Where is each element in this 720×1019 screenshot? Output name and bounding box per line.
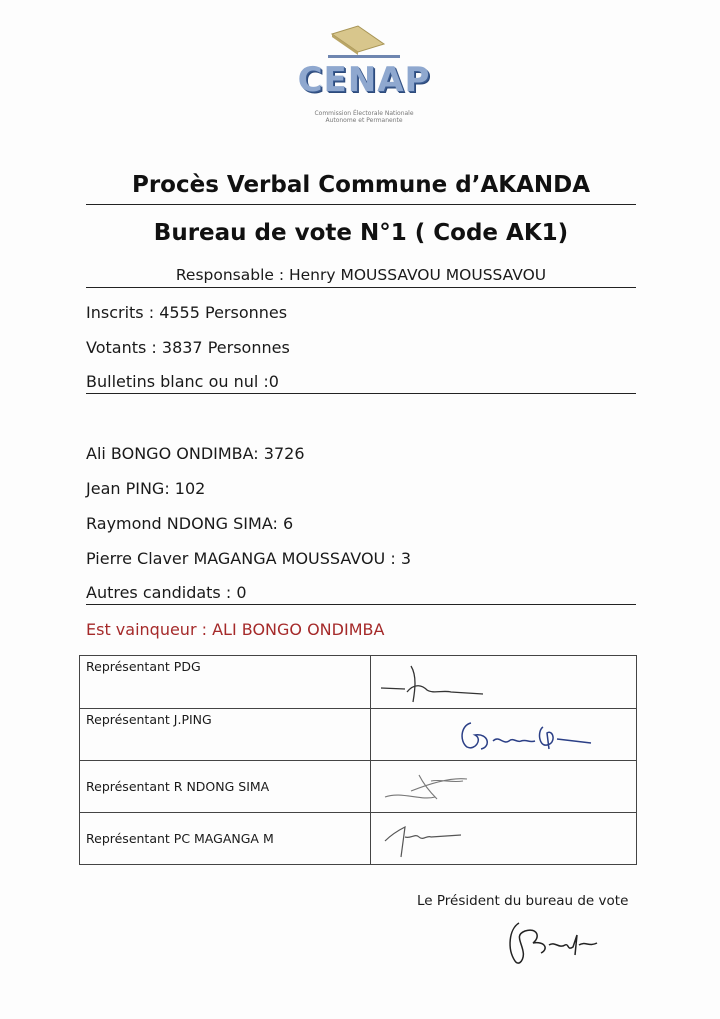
- table-row: [80, 656, 637, 709]
- stats-underline: [86, 393, 636, 394]
- table-row: [80, 709, 637, 761]
- inscrits-line: Inscrits : 4555 Personnes: [86, 303, 288, 322]
- signature-ndong-sima: [371, 761, 649, 813]
- result-ndong-sima: Raymond NDONG SIMA: 6: [86, 514, 294, 533]
- signature-maganga: [371, 813, 649, 865]
- logo-subtitle-line2: Autonome et Permanente: [325, 117, 403, 124]
- bulletins-line: Bulletins blanc ou nul :0: [86, 372, 279, 391]
- polling-station-title: Bureau de vote N°1 ( Code AK1): [153, 220, 569, 246]
- rep-signature-ping: [371, 709, 637, 761]
- rep-signature-pdg: [371, 656, 637, 709]
- representatives-table: [79, 655, 637, 865]
- table-row: [80, 761, 637, 813]
- president-label: Le Président du bureau de vote: [417, 893, 629, 909]
- rep-label-ndong-sima: Représentant R NDONG SIMA: [80, 761, 371, 813]
- logo-wordmark: CENAP: [297, 60, 431, 100]
- rep-label-maganga: Représentant PC MAGANGA M: [80, 813, 371, 865]
- responsable-line: Responsable : Henry MOUSSAVOU MOUSSAVOU: [175, 266, 547, 284]
- result-autres: Autres candidats : 0: [86, 583, 247, 602]
- rep-signature-maganga: [371, 813, 637, 865]
- result-maganga: Pierre Claver MAGANGA MOUSSAVOU : 3: [86, 549, 411, 568]
- logo-subtitle-line1: Commission Électorale Nationale: [314, 110, 414, 117]
- title-underline: [86, 204, 636, 205]
- signature-pdg: [371, 656, 649, 709]
- rep-label-pdg: Représentant PDG: [80, 656, 371, 709]
- responsable-underline: [86, 287, 636, 288]
- president-signature: [505, 915, 605, 971]
- result-bongo: Ali BONGO ONDIMBA: 3726: [86, 444, 305, 463]
- signature-ping: [371, 709, 649, 761]
- cenap-logo: [288, 24, 440, 132]
- result-ping: Jean PING: 102: [86, 479, 206, 498]
- rep-label-ping: Représentant J.PING: [80, 709, 371, 761]
- document-title: Procès Verbal Commune d’AKANDA: [131, 172, 591, 198]
- rep-signature-ndong-sima: [371, 761, 637, 813]
- table-row: [80, 813, 637, 865]
- results-underline: [86, 604, 636, 605]
- votants-line: Votants : 3837 Personnes: [86, 338, 290, 357]
- winner-line: Est vainqueur : ALI BONGO ONDIMBA: [86, 620, 385, 639]
